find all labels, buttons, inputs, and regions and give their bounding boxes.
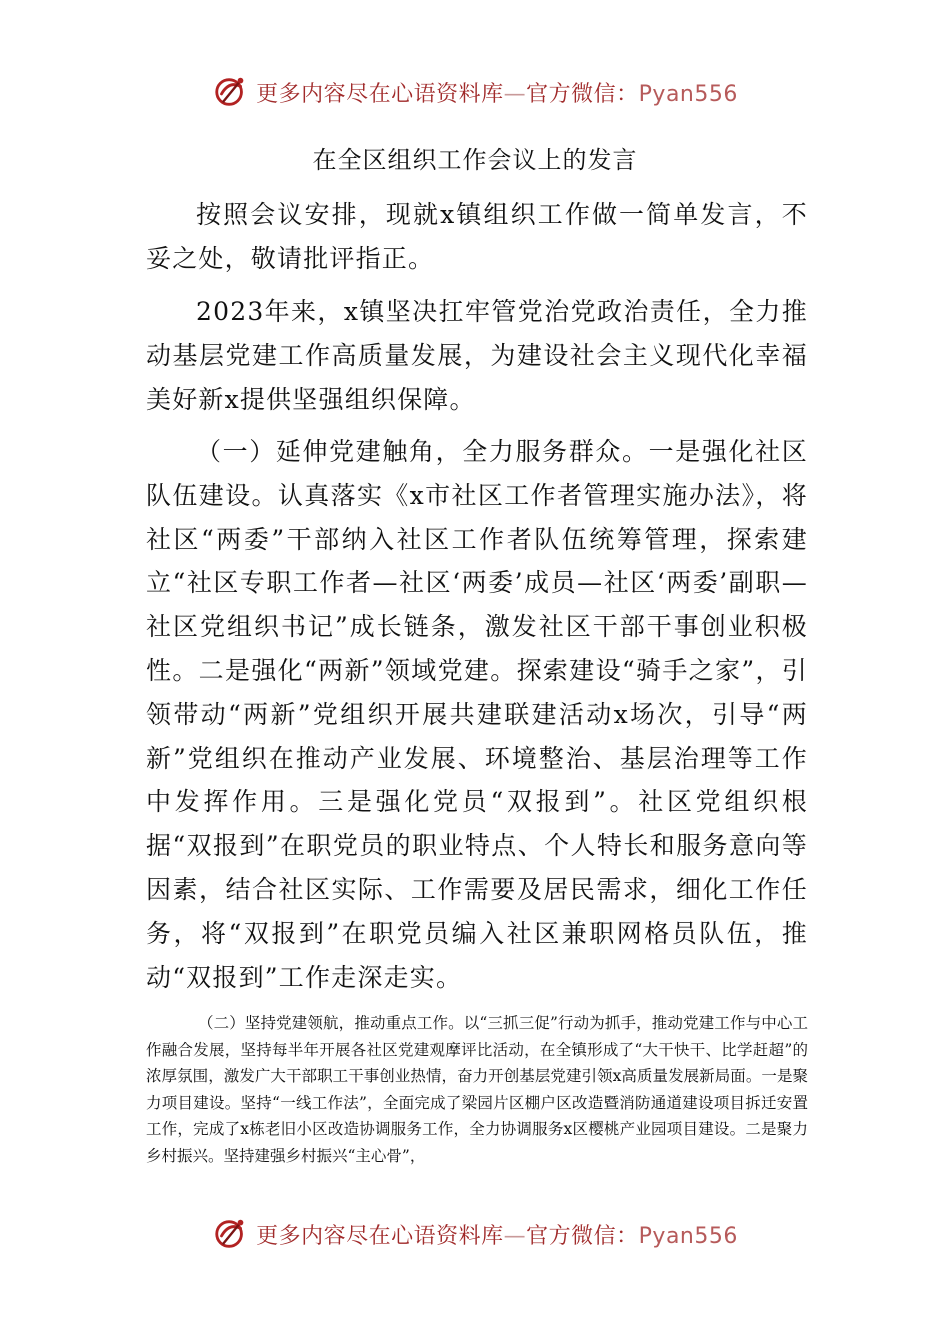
watermark-header [0, 68, 950, 116]
paragraph-section-two: （二）坚持党建领航，推动重点工作。以“三抓三促”行动为抓手，推动党建工作与中心工作融合发展，坚持每半年开展各社区党建观摩评比活动，在全镇形成了“大干快干、比学赶超”的浓厚氛围，激发广大干部职工干事创业热情，奋力开创基层党建引领x高质量发展新局面。一是聚力项目建设。坚持“一线工作法”，全面完成了梁园片区棚户区改造暨消防通道建设项目拆迁安置工作，完成了x栋老旧小区改造协调服务工作，全力协调服务x区樱桃产业园项目建设。二是聚力乡村振兴。坚持建强乡村振兴“主心骨”， [146, 1014, 808, 1165]
watermark-footer [0, 1210, 950, 1258]
watermark-separator: — [503, 81, 527, 107]
watermark-wechat-id: Pyan556 [638, 1223, 738, 1249]
paragraph-overview: 2023年来，x镇坚决扛牢管党治党政治责任，全力推动基层党建工作高质量发展，为建设社会主义现代化幸福美好新x提供坚强组织保障。 [146, 297, 808, 414]
watermark-wechat-label: 官方微信： [526, 1223, 639, 1249]
watermark-wechat-id: Pyan556 [638, 81, 738, 107]
paragraph-section-one: （一）延伸党建触角，全力服务群众。一是强化社区队伍建设。认真落实《x市社区工作者管理实施办法》，将社区“两委”干部纳入社区工作者队伍统筹管理，探索建立“社区专职工作者—社区‘两委’成员—社区‘两委’副职—社区党组织书记”成长链条，激发社区干部干事创业积极性。二是强化“两新”领域党建。探索建设“骑手之家”，引领带动“两新”党组织开展共建联建活动x场次，引导“两新”党组织在推动产业发展、环境整治、基层治理等工作中发挥作用。三是强化党员“双报到”。社区党组织根据“双报到”在职党员的职业特点、个人特长和服务意向等因素，结合社区实际、工作需要及居民需求，细化工作任务，将“双报到”在职党员编入社区兼职网格员队伍，推动“双报到”工作走深走实。 [146, 437, 808, 992]
document-title: 在全区组织工作会议上的发言 [312, 146, 638, 174]
watermark-separator: — [503, 1223, 527, 1249]
brand-logo-icon [212, 1215, 250, 1253]
watermark-brand: 更多内容尽在心语资料库 [256, 81, 504, 107]
paragraph-intro: 按照会议安排，现就x镇组织工作做一简单发言，不妥之处，敬请批评指正。 [146, 200, 808, 273]
brand-logo-icon [212, 73, 250, 111]
watermark-wechat-label: 官方微信： [526, 81, 639, 107]
watermark-brand: 更多内容尽在心语资料库 [256, 1223, 504, 1249]
watermark-text [256, 1219, 738, 1250]
watermark-text [256, 77, 738, 108]
